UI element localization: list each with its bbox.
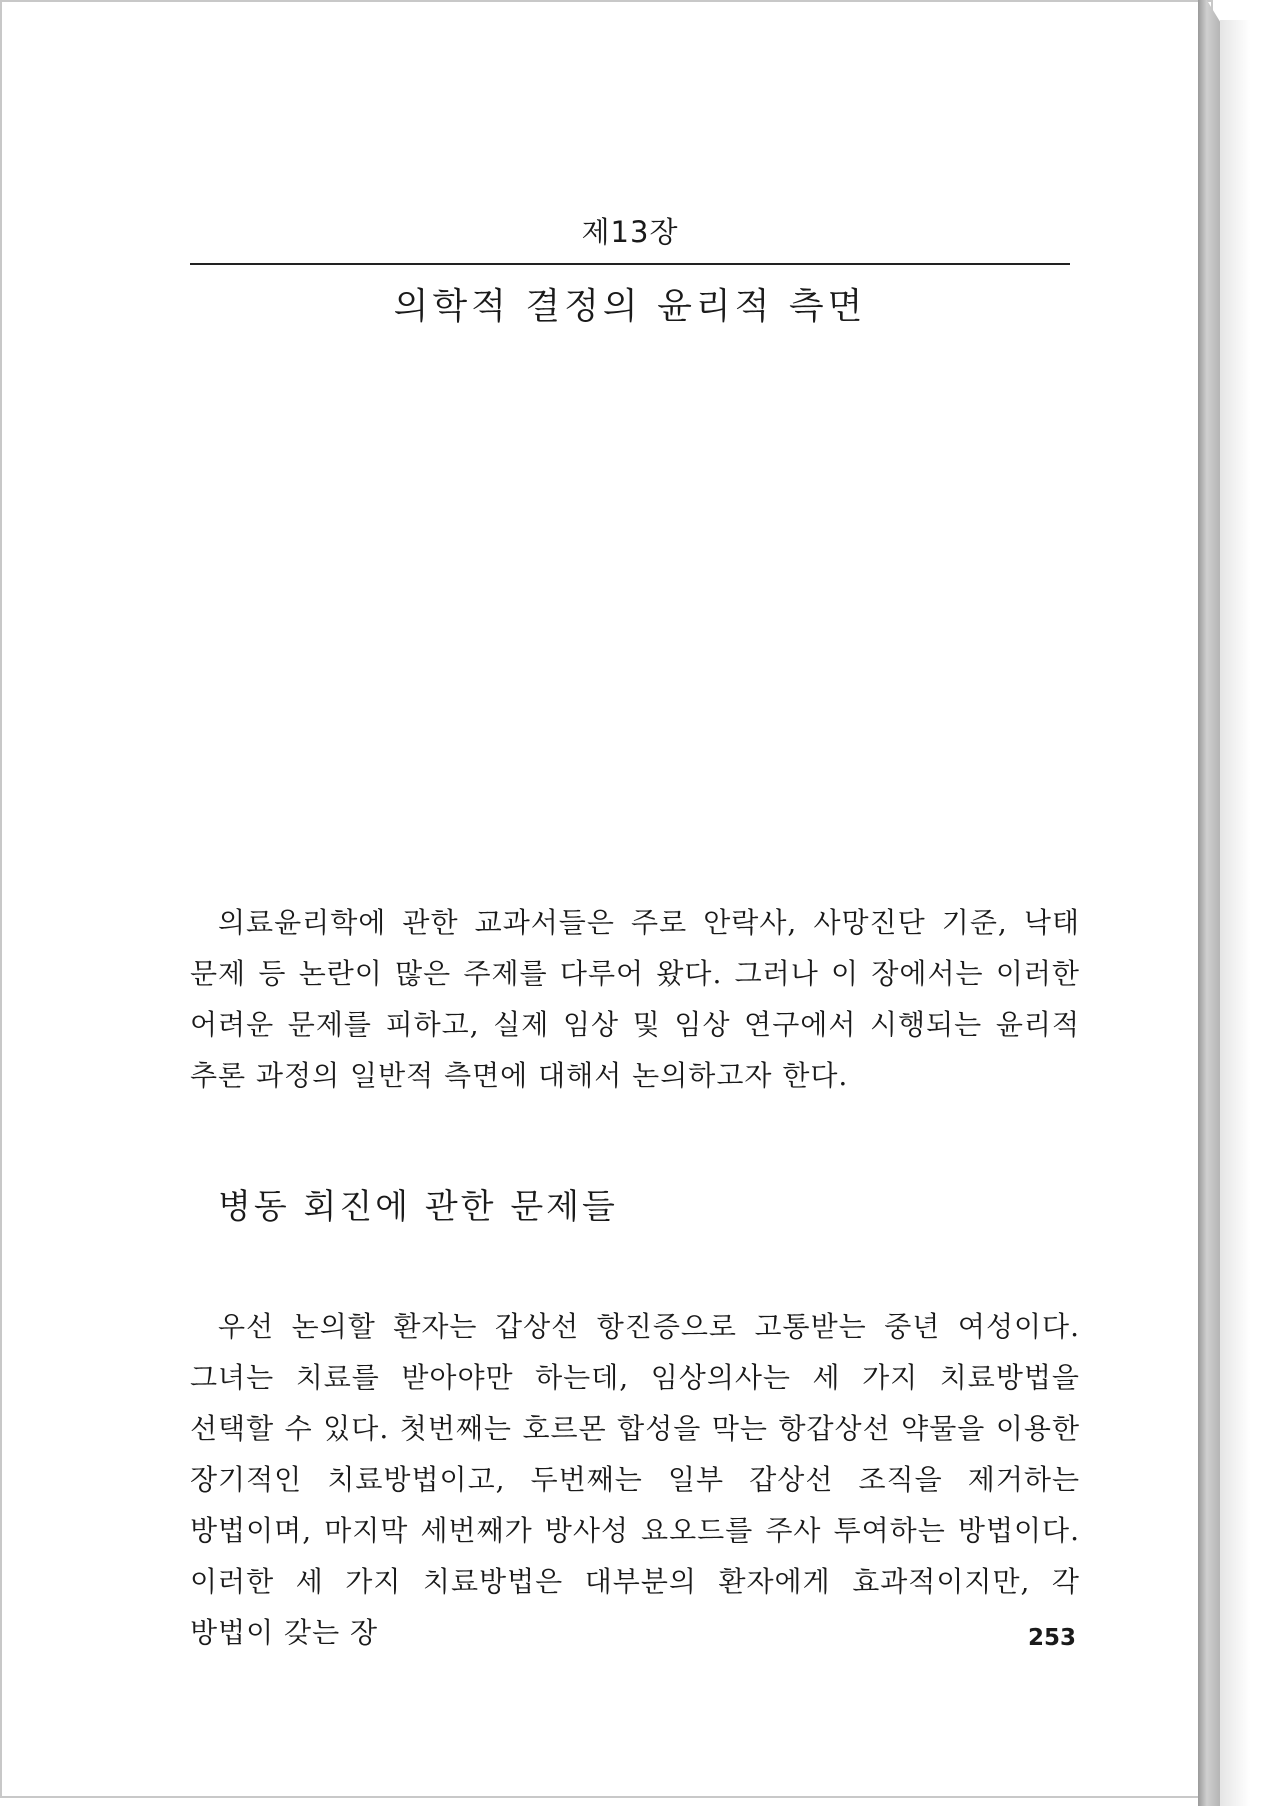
intro-paragraph: 의료윤리학에 관한 교과서들은 주로 안락사, 사망진단 기준, 낙태 문제 등 논란이 많은 주제를 다루어 왔다. 그러나 이 장에서는 이러한 어려운 문제를 피하고, 실제 임상 및 임상 연구에서 시행되는 윤리적 추론 과정의 일반적 측면에 대해서 논의하고자 한다. — [190, 906, 1080, 1092]
page-edge — [1198, 0, 1220, 1806]
page-shadow — [1220, 20, 1250, 1806]
chapter-title: 의학적 결정의 윤리적 측면 — [393, 286, 867, 327]
chapter-label: 제13장 — [581, 215, 679, 249]
chapter-divider — [190, 263, 1070, 265]
section-paragraph: 우선 논의할 환자는 갑상선 항진증으로 고통받는 중년 여성이다. 그녀는 치료를 받아야만 하는데, 임상의사는 세 가지 치료방법을 선택할 수 있다. 첫번째는 호르몬 합성을 막는 항갑상선 약물을 이용한 장기적인 치료방법이고, 두번째는 일부 갑상선 조직을 제거하는 방법이며, 마지막 세번째가 방사성 요오드를 주사 투여하는 방법이다. 이러한 세 가지 치료방법은 대부분의 환자에게 효과적이지만, 각 방법이 갖는 장 — [190, 1310, 1080, 1649]
page-number: 253 — [1027, 1625, 1076, 1651]
section-heading: 병동 회진에 관한 문제들 — [218, 1187, 618, 1227]
